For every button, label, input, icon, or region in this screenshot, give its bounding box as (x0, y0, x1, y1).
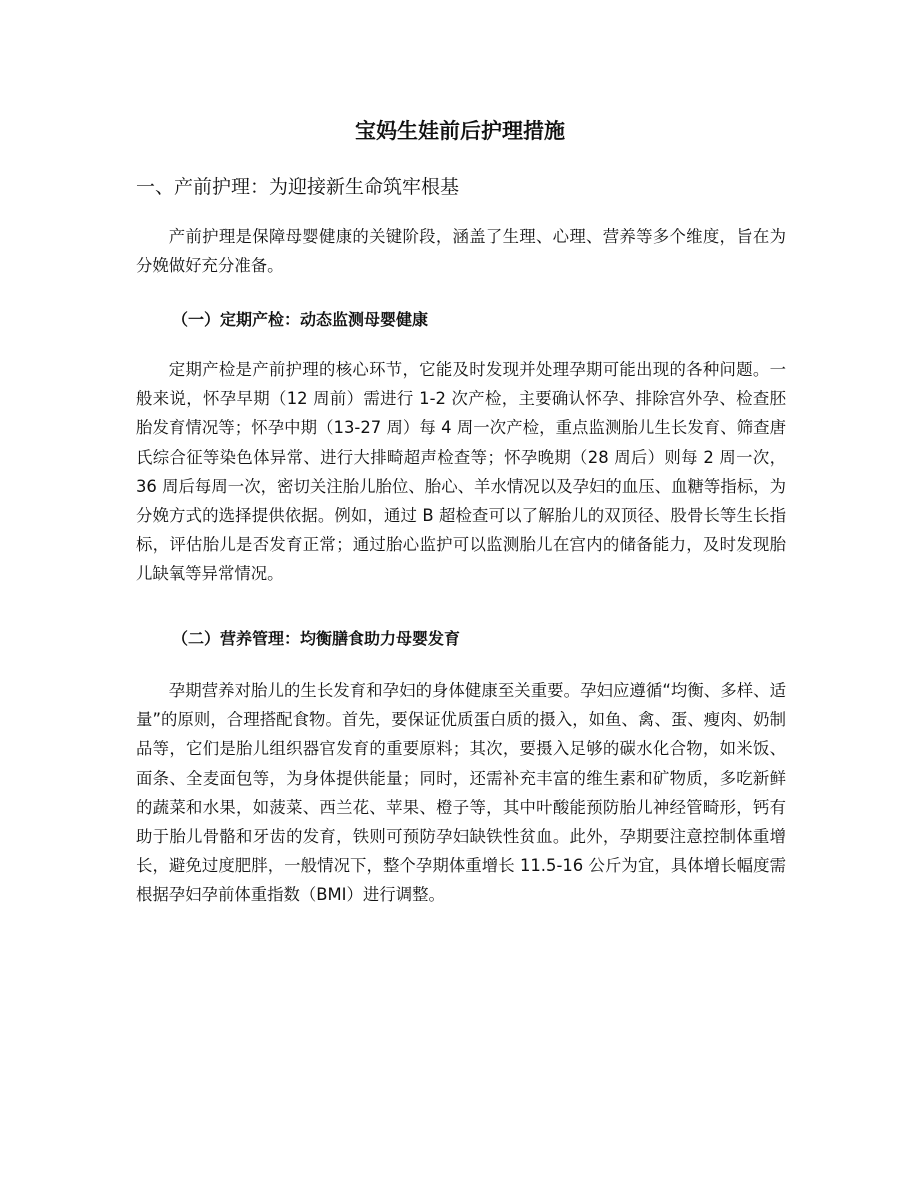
paragraph-regular-checkups: 定期产检是产前护理的核心环节，它能及时发现并处理孕期可能出现的各种问题。一般来说，怀孕早期（12 周前）需进行 1-2 次产检，主要确认怀孕、排除宫外孕、检查胚胎发育情况等；怀孕中期（13-27 周）每 4 周一次产检，重点监测胎儿生长发育、筛查唐氏综合征等染色体异常、进行大排畸超声检查等；怀孕晚期（28 周后）则每 2 周一次，36 周后每周一次，密切关注胎儿胎位、胎心、羊水情况以及孕妇的血压、血糖等指标，为分娩方式的选择提供依据。例如，通过 B 超检查可以了解胎儿的双顶径、股骨长等生长指标，评估胎儿是否发育正常；通过胎心监护可以监测胎儿在宫内的储备能力，及时发现胎儿缺氧等异常情况。 (136, 360, 786, 584)
subheading-regular-checkups: （一）定期产检：动态监测母婴健康 (172, 310, 429, 329)
paragraph-nutrition-management: 孕期营养对胎儿的生长发育和孕妇的身体健康至关重要。孕妇应遵循“均衡、多样、适量”的原则，合理搭配食物。首先，要保证优质蛋白质的摄入，如鱼、禽、蛋、瘦肉、奶制品等，它们是胎儿组织器官发育的重要原料；其次，要摄入足够的碳水化合物，如米饭、面条、全麦面包等，为身体提供能量；同时，还需补充丰富的维生素和矿物质，多吃新鲜的蔬菜和水果，如菠菜、西兰花、苹果、橙子等，其中叶酸能预防胎儿神经管畸形，钙有助于胎儿骨骼和牙齿的发育，铁则可预防孕妇缺铁性贫血。此外，孕期要注意控制体重增长，避免过度肥胖，一般情况下，整个孕期体重增长 11.5-16 公斤为宜，具体增长幅度需根据孕妇孕前体重指数（BMI）进行调整。 (136, 681, 786, 905)
section-heading-prenatal-care: 一、产前护理：为迎接新生命筑牢根基 (136, 176, 460, 198)
section-intro-paragraph: 产前护理是保障母婴健康的关键阶段，涵盖了生理、心理、营养等多个维度，旨在为分娩做好充分准备。 (136, 227, 786, 276)
document-title: 宝妈生娃前后护理措施 (355, 119, 565, 143)
subheading-nutrition-management: （二）营养管理：均衡膳食助力母婴发育 (172, 629, 461, 648)
